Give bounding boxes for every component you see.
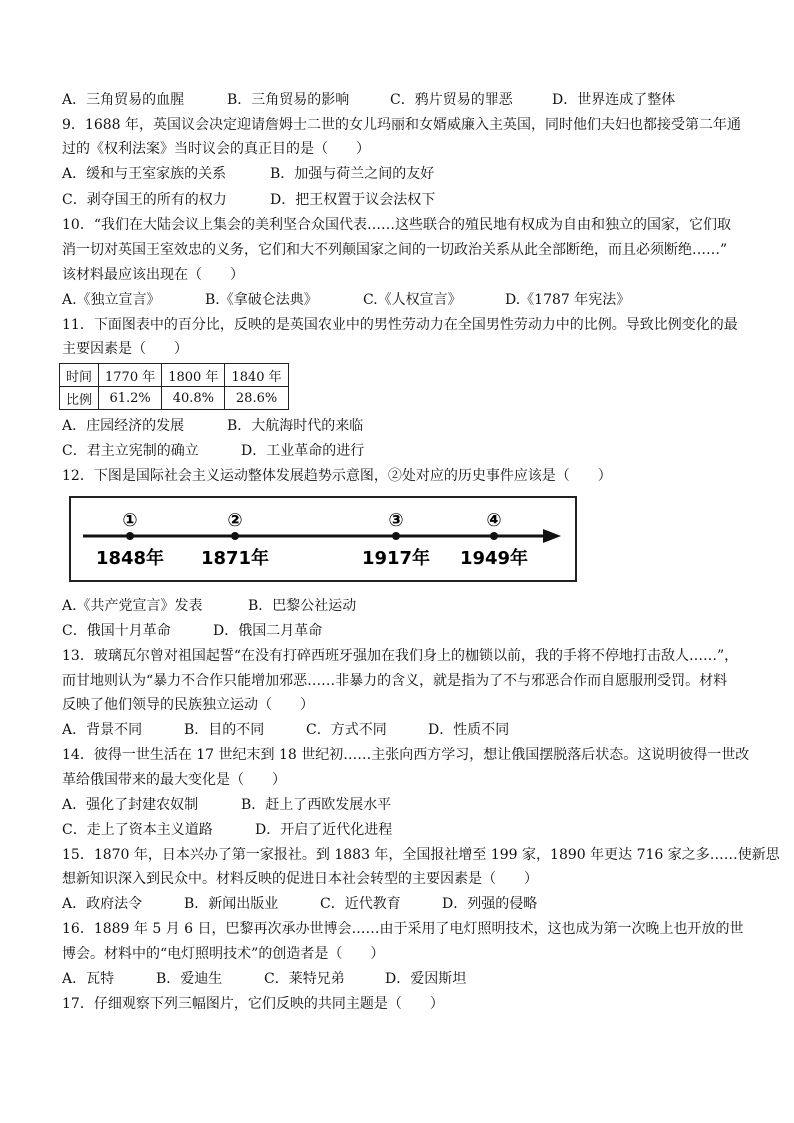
- q17-stem-line-1: 17．仔细观察下列三幅图片，它们反映的共同主题是（ ）: [62, 996, 444, 1012]
- q9-option-d: D．把王权置于议会法权下: [270, 192, 436, 208]
- q15-stem-line-1: 15．1870 年，日本兴办了第一家报社。到 1883 年，全国报社增至 199 家，1890 年更达 716 家之多……使新思: [62, 847, 780, 863]
- q10-option-b: B.《拿破仑法典》: [205, 292, 318, 308]
- q9-option-a: A．缓和与王室家族的关系: [62, 166, 227, 182]
- q10-option-c: C.《人权宣言》: [363, 292, 462, 308]
- q9-stem-line-2: 过的《权利法案》当时议会的真正目的是（ ）: [62, 141, 370, 157]
- q11-option-b: B．大航海时代的来临: [227, 418, 364, 434]
- q9-stem-line-1: 9．1688 年，英国议会决定迎请詹姆士二世的女儿玛丽和女婿威廉入主英国，同时他们夫妇也都接受第二年通: [62, 117, 741, 133]
- timeline-dot-1: [126, 532, 134, 540]
- q13-stem-line-1: 13．玻璃瓦尔曾对祖国起誓“在没有打碎西班牙强加在我们身上的枷锁以前，我的手将不停地打击敌人……”，: [62, 648, 739, 664]
- table-cell: 61.2%: [99, 387, 162, 410]
- timeline-marker-2: ②: [227, 510, 243, 531]
- table-cell: 1840 年: [225, 364, 288, 387]
- q15-option-a: A．政府法令: [62, 896, 143, 912]
- q14-option-c: C．走上了资本主义道路: [62, 822, 213, 838]
- q15-option-d: D．列强的侵略: [442, 896, 538, 912]
- table-cell: 比例: [60, 387, 99, 410]
- q11-data-table: [59, 363, 289, 410]
- timeline-dot-2: [231, 532, 239, 540]
- q11-option-d: D．工业革命的进行: [241, 443, 365, 459]
- q11-option-c: C．君主立宪制的确立: [62, 443, 199, 459]
- q13-option-b: B．目的不同: [184, 722, 265, 738]
- q11-stem-line-1: 11．下面图表中的百分比，反映的是英国农业中的男性劳动力在全国男性劳动力中的比例。导致比例变化的最: [62, 317, 738, 333]
- table-cell: 28.6%: [225, 387, 288, 410]
- q16-option-d: D．爱因斯坦: [385, 971, 467, 987]
- table-cell: 40.8%: [162, 387, 225, 410]
- q10-stem-line-1: 10．“我们在大陆会议上集会的美利坚合众国代表……这些联合的殖民地有权成为自由和独立的国家，它们取: [62, 217, 731, 233]
- q12-option-c: C．俄国十月革命: [62, 623, 171, 639]
- q9-option-b: B．加强与荷兰之间的友好: [270, 166, 435, 182]
- q10-option-a: A.《独立宣言》: [62, 292, 161, 308]
- q10-stem-line-3: 该材料最应该出现在（ ）: [62, 267, 244, 283]
- q11-stem-line-2: 主要因素是（ ）: [62, 341, 188, 357]
- timeline-year-4: 1949年: [459, 548, 529, 569]
- timeline-dot-4: [490, 532, 498, 540]
- q15-option-b: B．新闻出版业: [184, 896, 279, 912]
- q12-stem-line-1: 12．下图是国际社会主义运动整体发展趋势示意图，②处对应的历史事件应该是（ ）: [62, 468, 612, 484]
- q16-stem-line-1: 16．1889 年 5 月 6 日，巴黎再次承办世博会……由于采用了电灯照明技术，这也成为第一次晚上也开放的世: [62, 921, 744, 937]
- q9-option-c: C．剥夺国王的所有的权力: [62, 192, 227, 208]
- q12-timeline-diagram: [69, 496, 577, 582]
- q14-option-b: B．赶上了西欧发展水平: [241, 797, 392, 813]
- timeline-marker-1: ①: [122, 510, 138, 531]
- q13-option-c: C．方式不同: [306, 722, 387, 738]
- q15-stem-line-2: 想新知识深入到民众中。材料反映的促进日本社会转型的主要因素是（ ）: [62, 871, 538, 887]
- table-cell: 时间: [60, 364, 99, 387]
- q16-option-a: A．瓦特: [62, 971, 115, 987]
- q14-option-d: D．开启了近代化进程: [255, 822, 393, 838]
- timeline-marker-4: ④: [486, 510, 502, 531]
- q12-option-d: D．俄国二月革命: [213, 623, 323, 639]
- table-cell: 1770 年: [99, 364, 162, 387]
- q13-stem-line-3: 反映了他们领导的民族独立运动（ ）: [62, 697, 314, 713]
- timeline-year-3: 1917年: [361, 548, 431, 569]
- table-row: [60, 387, 289, 410]
- timeline-marker-3: ③: [388, 510, 404, 531]
- q16-stem-line-2: 博会。材料中的“电灯照明技术”的创造者是（ ）: [62, 946, 385, 962]
- q11-option-a: A．庄园经济的发展: [62, 418, 185, 434]
- q10-stem-line-2: 消一切对英国王室效忠的义务，它们和大不列颠国家之间的一切政治关系从此全部断绝，而且必须断绝……”: [62, 242, 728, 258]
- q16-option-c: C．莱特兄弟: [264, 971, 345, 987]
- q14-stem-line-2: 革给俄国带来的最大变化是（ ）: [62, 772, 286, 788]
- timeline-year-2: 1871年: [200, 548, 270, 569]
- q12-option-a: A.《共产党宣言》发表: [62, 598, 203, 614]
- q8-option-a: A．三角贸易的血腥: [62, 92, 185, 108]
- q14-option-a: A．强化了封建农奴制: [62, 797, 199, 813]
- timeline-dot-3: [392, 532, 400, 540]
- q13-option-a: A．背景不同: [62, 722, 143, 738]
- q8-option-d: D．世界连成了整体: [552, 92, 676, 108]
- q14-stem-line-1: 14．彼得一世生活在 17 世纪末到 18 世纪初……主张向西方学习，想让俄国摆脱落后状态。这说明彼得一世改: [62, 747, 750, 763]
- q13-option-d: D．性质不同: [428, 722, 510, 738]
- timeline-year-1: 1848年: [95, 548, 165, 569]
- q12-option-b: B．巴黎公社运动: [248, 598, 357, 614]
- q10-option-d: D.《1787 年宪法》: [505, 292, 631, 308]
- table-cell: 1800 年: [162, 364, 225, 387]
- q13-stem-line-2: 而甘地则认为“暴力不合作只能增加邪恶……非暴力的含义，就是指为了不与邪恶合作而自愿服刑受罚。材料: [62, 673, 728, 689]
- q15-option-c: C．近代教育: [320, 896, 401, 912]
- q8-option-c: C．鸦片贸易的罪恶: [390, 92, 513, 108]
- q16-option-b: B．爱迪生: [156, 971, 223, 987]
- table-row: [60, 364, 289, 387]
- q8-option-b: B．三角贸易的影响: [227, 92, 350, 108]
